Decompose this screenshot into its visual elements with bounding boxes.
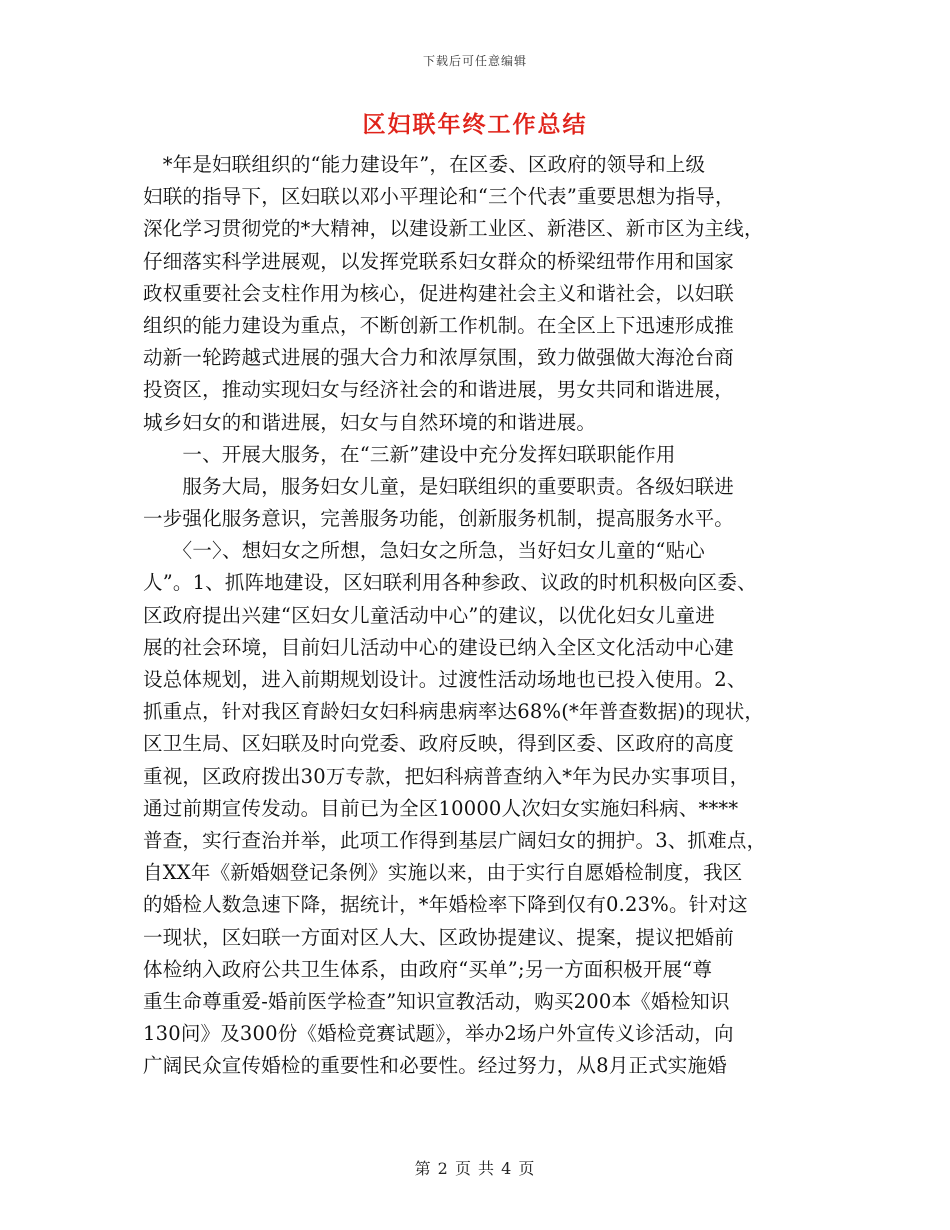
text-line: 设总体规划，进入前期规划设计。过渡性活动场地也已投入使用。2、 bbox=[143, 668, 747, 691]
document-title: 区妇联年终工作总结 bbox=[362, 111, 588, 138]
text-line: 广阔民众宣传婚检的重要性和必要性。经过努力，从8月正式实施婚 bbox=[143, 1054, 727, 1078]
text-line: 深化学习贯彻党的*大精神，以建设新工业区、新港区、新市区为主线， bbox=[143, 217, 764, 241]
text-line: 动新一轮跨越式进展的强大合力和浓厚氛围，致力做强做大海沧台商 bbox=[143, 346, 735, 370]
text-line: 的婚检人数急速下降，据统计，*年婚检率下降到仅有0.23%。针对这 bbox=[143, 893, 748, 917]
text-line: 一现状，区妇联一方面对区人大、区政协提建议、提案，提议把婚前 bbox=[143, 925, 735, 949]
text-line: 城乡妇女的和谐进展，妇女与自然环境的和谐进展。 bbox=[143, 410, 597, 434]
text-line: 重生命尊重爱-婚前医学检查”知识宣教活动，购买200本《婚检知识 bbox=[143, 989, 730, 1013]
text-line: 区卫生局、区妇联及时向党委、政府反映，得到区委、区政府的高度 bbox=[143, 732, 735, 756]
text-line: 政权重要社会支柱作用为核心，促进构建社会主义和谐社会，以妇联 bbox=[143, 281, 735, 305]
text-line: 展的社会环境，目前妇儿活动中心的建设已纳入全区文化活动中心建 bbox=[143, 635, 735, 659]
text-line: 人”。1、抓阵地建设，区妇联利用各种参政、议政的时机积极向区委、 bbox=[143, 571, 757, 595]
text-line: 投资区，推动实现妇女与经济社会的和谐进展，男女共同和谐进展， bbox=[143, 378, 735, 402]
text-line: 130问》及300份《婚检竞赛试题》，举办2场户外宣传义诊活动，向 bbox=[143, 1022, 734, 1046]
page-number-footer: 第 2 页 共 4 页 bbox=[414, 1159, 536, 1178]
body-text bbox=[143, 149, 823, 1082]
text-line: 一步强化服务意识，完善服务功能，创新服务机制，提高服务水平。 bbox=[143, 507, 735, 531]
text-line: 抓重点，针对我区育龄妇女妇科病患病率达68%(*年普查数据)的现状， bbox=[143, 700, 765, 724]
subsection-heading: 〈一〉、想妇女之所想，急妇女之所急，当好妇女儿童的“贴心 bbox=[143, 539, 705, 563]
text-line: 重视，区政府拨出30万专款，把妇科病普查纳入*年为民办实事项目， bbox=[143, 764, 750, 788]
text-line: 组织的能力建设为重点，不断创新工作机制。在全区上下迅速形成推 bbox=[143, 313, 735, 337]
text-line: 区政府提出兴建“区妇女儿童活动中心”的建议，以优化妇女儿童进 bbox=[143, 603, 715, 627]
text-line: 服务大局，服务妇女儿童，是妇联组织的重要职责。各级妇联进 bbox=[143, 474, 735, 498]
text-line: 仔细落实科学进展观，以发挥党联系妇女群众的桥梁纽带作用和国家 bbox=[143, 249, 735, 273]
text-line: 普查，实行查治并举，此项工作得到基层广阔妇女的拥护。3、抓难点， bbox=[143, 828, 767, 852]
section-heading: 一、开展大服务，在“三新”建设中充分发挥妇联职能作用 bbox=[143, 442, 676, 466]
text-line: *年是妇联组织的“能力建设年”，在区委、区政府的领导和上级 bbox=[143, 153, 706, 176]
text-line: 妇联的指导下，区妇联以邓小平理论和“三个代表”重要思想为指导， bbox=[143, 185, 735, 209]
text-line: 通过前期宣传发动。目前已为全区10000人次妇女实施妇科病、**** bbox=[143, 796, 739, 820]
text-line: 体检纳入政府公共卫生体系，由政府“买单”;另一方面积极开展“尊 bbox=[143, 957, 713, 981]
header-note: 下载后可任意编辑 bbox=[422, 54, 527, 68]
text-line: 自XX年《新婚姻登记条例》实施以来，由于实行自愿婚检制度，我区 bbox=[143, 861, 743, 885]
